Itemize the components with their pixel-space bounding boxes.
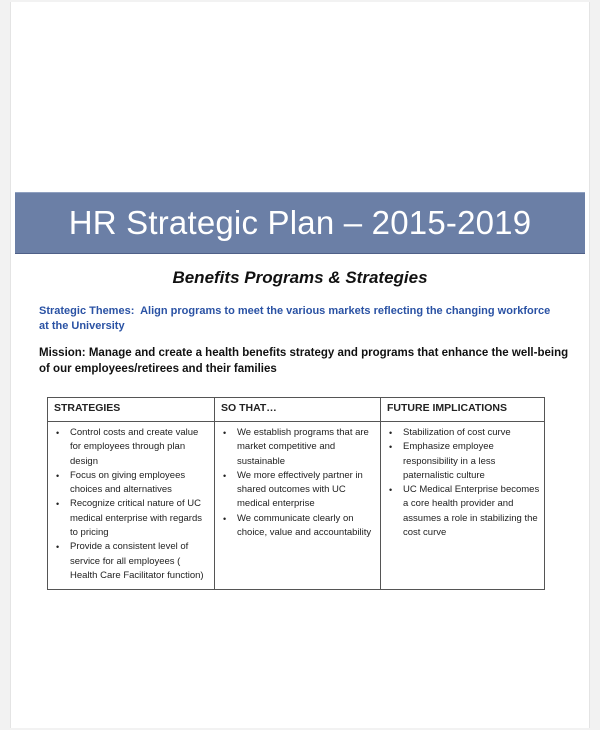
- so-that-list: [219, 426, 376, 540]
- header-so-that: SO THAT…: [215, 398, 381, 422]
- header-strategies: STRATEGIES: [48, 398, 215, 422]
- strategies-cell: [48, 422, 215, 590]
- list-item: • Recognize critical nature of UC medical enterprise with regards to pricing: [56, 498, 203, 539]
- future-implications-cell: [381, 422, 545, 590]
- strategic-themes: [39, 304, 559, 334]
- list-item: • We more effectively partner in shared outcomes with UC medical enterprise: [223, 469, 363, 510]
- future-implications-list: [385, 426, 540, 540]
- bullet-icon: •: [389, 485, 393, 496]
- bullet-icon: •: [56, 470, 60, 481]
- so-that-cell: [215, 422, 381, 590]
- strategies-list: [52, 426, 210, 583]
- table-row: [48, 422, 545, 590]
- document-page: [10, 2, 590, 728]
- title-banner: [15, 192, 585, 254]
- section-subtitle: Benefits Programs & Strategies: [172, 268, 428, 287]
- strategic-themes-text: Align programs to meet the various markets reflecting the changing workforce at the University: [39, 305, 551, 332]
- list-item: • We establish programs that are market competitive and sustainable: [223, 427, 369, 467]
- page-title: HR Strategic Plan – 2015-2019: [68, 204, 532, 241]
- mission-label: Mission:: [39, 347, 86, 359]
- mission-statement: [39, 345, 569, 377]
- list-item: • We communicate clearly on choice, value and accountability: [223, 512, 372, 539]
- list-item: • Control costs and create value for employees through plan design: [56, 427, 199, 467]
- bullet-icon: •: [56, 542, 60, 553]
- bullet-icon: •: [389, 442, 393, 453]
- list-item: • Provide a consistent level of service for all employees ( Health Care Facilitator function): [56, 541, 204, 581]
- table-header-row: [48, 398, 545, 422]
- bullet-icon: •: [56, 499, 60, 510]
- bullet-icon: •: [56, 428, 60, 438]
- strategic-themes-label: Strategic Themes:: [39, 305, 135, 317]
- mission-text: Manage and create a health benefits strategy and programs that enhance the well-being of our employees/retirees and their families: [39, 347, 569, 375]
- bullet-icon: •: [223, 470, 227, 481]
- list-item: • UC Medical Enterprise becomes a core health provider and assumes a role in stabilizing the cost curve: [389, 484, 540, 539]
- bullet-icon: •: [389, 428, 393, 438]
- list-item: • Stabilization of cost curve: [385, 426, 540, 440]
- list-item: • Focus on giving employees choices and alternatives: [56, 469, 186, 496]
- bullet-icon: •: [223, 513, 227, 524]
- header-future-implications: FUTURE IMPLICATIONS: [381, 398, 545, 422]
- list-item: • Emphasize employee responsibility in a less paternalistic culture: [389, 441, 496, 481]
- bullet-icon: •: [223, 428, 227, 438]
- strategies-table: [47, 397, 545, 590]
